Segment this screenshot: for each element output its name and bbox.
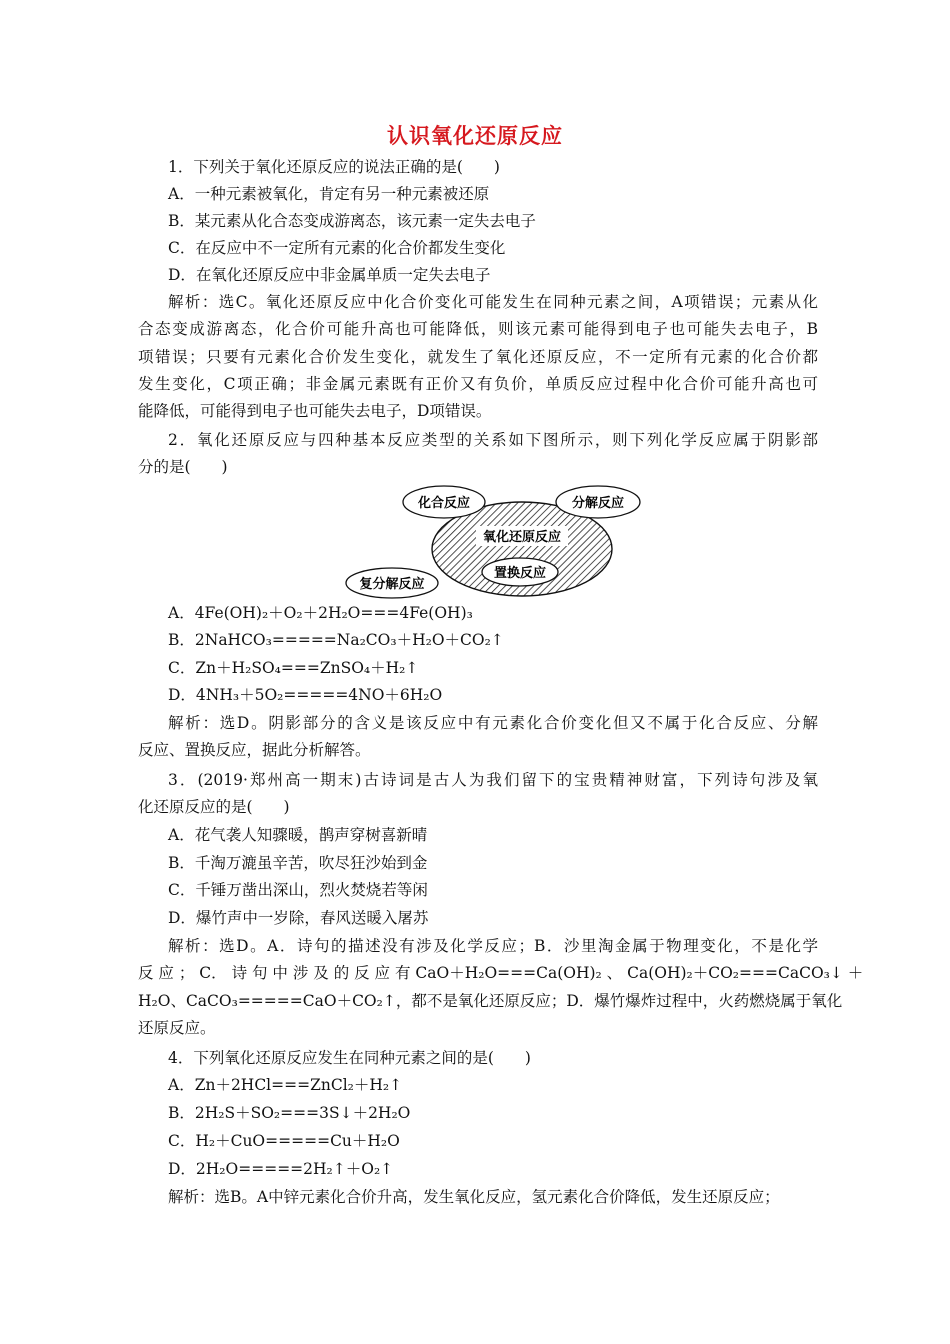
text-line: C．H₂＋CuO=====Cu＋H₂O: [168, 1132, 400, 1150]
decomposition-label: 分解反应: [571, 496, 625, 511]
text-line: 反 应 ； C． 诗 句 中 涉 及 的 反 应 有 CaO＋H₂O===Ca(OH)₂ 、 Ca(OH)₂＋CO₂===CaCO₃↓ ＋: [138, 964, 864, 982]
text-line: B．某元素从化合态变成游离态，该元素一定失去电子: [168, 212, 536, 230]
text-line: 合态变成游离态，化合价可能升高也可能降低，则该元素可能得到电子也可能失去电子，B: [138, 320, 818, 338]
text-line: 化还原反应的是( ): [138, 798, 290, 816]
text-line: D．2H₂O=====2H₂↑＋O₂↑: [168, 1160, 394, 1178]
text-line: 3．(2019·郑州高一期末)古诗词是古人为我们留下的宝贵精神财富，下列诗句涉及氧: [168, 771, 818, 789]
text-line: 解析：选D。A．诗句的描述没有涉及化学反应；B．沙里淘金属于物理变化，不是化学: [168, 937, 818, 955]
text-line: A．4Fe(OH)₂＋O₂＋2H₂O===4Fe(OH)₃: [168, 604, 473, 622]
text-line: 解析：选B。A中锌元素化合价升高，发生氧化反应，氢元素化合价降低，发生还原反应；: [168, 1188, 780, 1206]
text-line: D．爆竹声中一岁除，春风送暖入屠苏: [168, 909, 429, 927]
text-line: 1．下列关于氧化还原反应的说法正确的是( ): [168, 158, 500, 176]
text-line: 项错误；只要有元素化合价发生变化，就发生了氧化还原反应，不一定所有元素的化合价都: [138, 348, 818, 366]
text-line: 发生变化，C项正确；非金属元素既有正价又有负价，单质反应过程中化合价可能升高也可: [138, 375, 818, 393]
text-line: 解析：选C。氧化还原反应中化合价变化可能发生在同种元素之间，A项错误；元素从化: [168, 293, 818, 311]
text-line: D．在氧化还原反应中非金属单质一定失去电子: [168, 266, 491, 284]
text-line: 反应、置换反应，据此分析解答。: [138, 741, 371, 759]
double-displacement-label: 复分解反应: [359, 577, 425, 592]
text-line: B．2NaHCO₃=====Na₂CO₃＋H₂O＋CO₂↑: [168, 631, 504, 649]
text-line: C．千锤万凿出深山，烈火焚烧若等闲: [168, 881, 428, 899]
text-line: 能降低，可能得到电子也可能失去电子，D项错误。: [138, 402, 492, 420]
text-line: 4．下列氧化还原反应发生在同种元素之间的是( ): [168, 1049, 531, 1067]
text-line: C．Zn＋H₂SO₄===ZnSO₄＋H₂↑: [168, 659, 419, 677]
text-line: 还原反应。: [138, 1019, 216, 1037]
displacement-label: 置换反应: [493, 566, 547, 581]
text-line: B．千淘万漉虽辛苦，吹尽狂沙始到金: [168, 854, 428, 872]
text-line: 2．氧化还原反应与四种基本反应类型的关系如下图所示，则下列化学反应属于阴影部: [168, 431, 818, 449]
reaction-venn-diagram: [340, 482, 650, 600]
text-line: 解析：选D。阴影部分的含义是该反应中有元素化合价变化但又不属于化合反应、分解: [168, 714, 818, 732]
text-line: C．在反应中不一定所有元素的化合价都发生变化: [168, 239, 506, 257]
redox-label: 氧化还原反应: [482, 530, 562, 545]
text-line: B．2H₂S＋SO₂===3S↓＋2H₂O: [168, 1104, 411, 1122]
text-line: A．一种元素被氧化，肯定有另一种元素被还原: [168, 185, 490, 203]
text-line: H₂O、CaCO₃=====CaO＋CO₂↑，都不是氧化还原反应；D．爆竹爆炸过程中，火药燃烧属于氧化: [138, 992, 843, 1010]
page-title: 认识氧化还原反应: [387, 124, 563, 148]
text-line: D．4NH₃＋5O₂=====4NO＋6H₂O: [168, 686, 443, 704]
combination-label: 化合反应: [417, 496, 471, 511]
text-line: 分的是( ): [138, 458, 228, 476]
text-line: A．花气袭人知骤暖，鹊声穿树喜新晴: [168, 826, 428, 844]
text-line: A．Zn＋2HCl===ZnCl₂＋H₂↑: [168, 1076, 403, 1094]
